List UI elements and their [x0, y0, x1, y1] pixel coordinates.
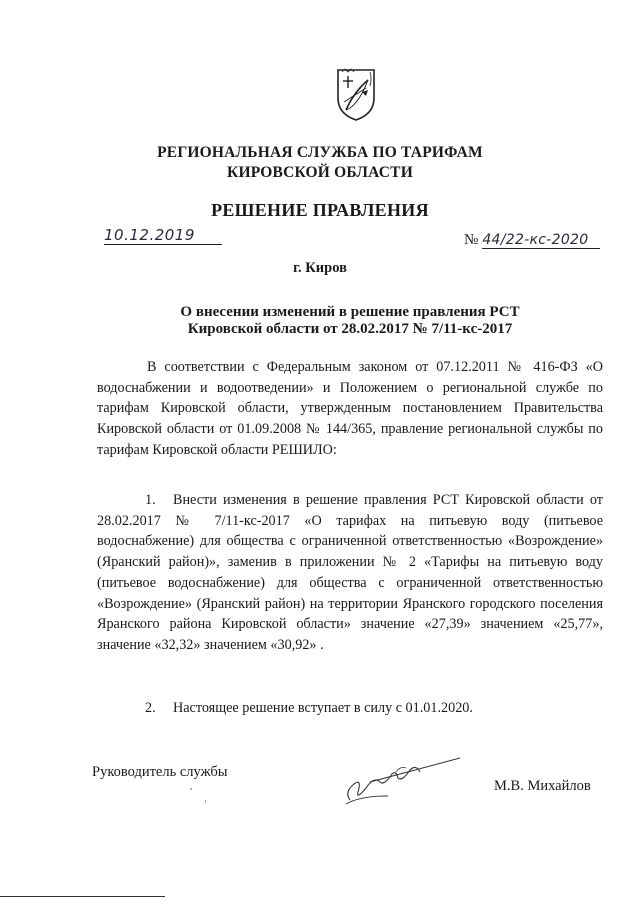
number-sign: № [464, 232, 479, 248]
item-1-number: 1. [145, 492, 156, 508]
footer-rule [0, 896, 165, 897]
preamble-paragraph: В соответствии с Федеральным законом от 07.12.2011 № 416-ФЗ «О водоснабжении и водоотведении» и Положением о региональной службе по тарифам Кировской области, утвержденным постановлением Правительства Кировской области от 01.09.2008 № 144/365, правление региональной службы по тарифам Кировской области РЕШИЛО: [97, 359, 603, 458]
signatory-title: Руководитель службы [92, 764, 228, 780]
subject-line1: О внесении изменений в решение правления РСТ [180, 304, 520, 320]
document-number: 44/22-кс-2020 [482, 232, 600, 249]
document-date: 10.12.2019 [104, 226, 222, 245]
item-2-number: 2. [145, 700, 156, 716]
signature-icon [340, 752, 470, 808]
agency-name-line1: РЕГИОНАЛЬНАЯ СЛУЖБА ПО ТАРИФАМ [157, 144, 483, 161]
scan-speck [205, 800, 206, 803]
item-1-paragraph [97, 490, 603, 656]
document-type: РЕШЕНИЕ ПРАВЛЕНИЯ [211, 200, 429, 220]
agency-name-line2: КИРОВСКОЙ ОБЛАСТИ [227, 164, 413, 181]
document-number-block [464, 232, 600, 249]
city: г. Киров [293, 260, 347, 276]
item-1-text: Внести изменения в решение правления РСТ Кировской области от 28.02.2017 № 7/11-кс-2017 «О тарифах на питьевую воду (питьевое водоснабжение) для общества с ограниченной ответственностью «Возрождение» (Яранский район)», заменив в приложении № 2 «Тарифы на питьевую воду (питьевое водоснабжение) для общества с ограниченной ответственностью «Возрождение» (Яранский район) на территории Яранского городского поселения Яранского района Кировской области» значение «27,39» значением «25,77», значение «32,32» значением «30,92» . [97, 492, 603, 653]
subject-line2: Кировской области от 28.02.2017 № 7/11-кс-2017 [187, 321, 513, 337]
signatory-name: М.В. Михайлов [494, 778, 591, 794]
scan-speck [190, 788, 192, 790]
item-2-paragraph [97, 698, 603, 719]
item-2-text: Настоящее решение вступает в силу с 01.01.2020. [173, 700, 473, 716]
coat-of-arms-icon [334, 66, 378, 122]
